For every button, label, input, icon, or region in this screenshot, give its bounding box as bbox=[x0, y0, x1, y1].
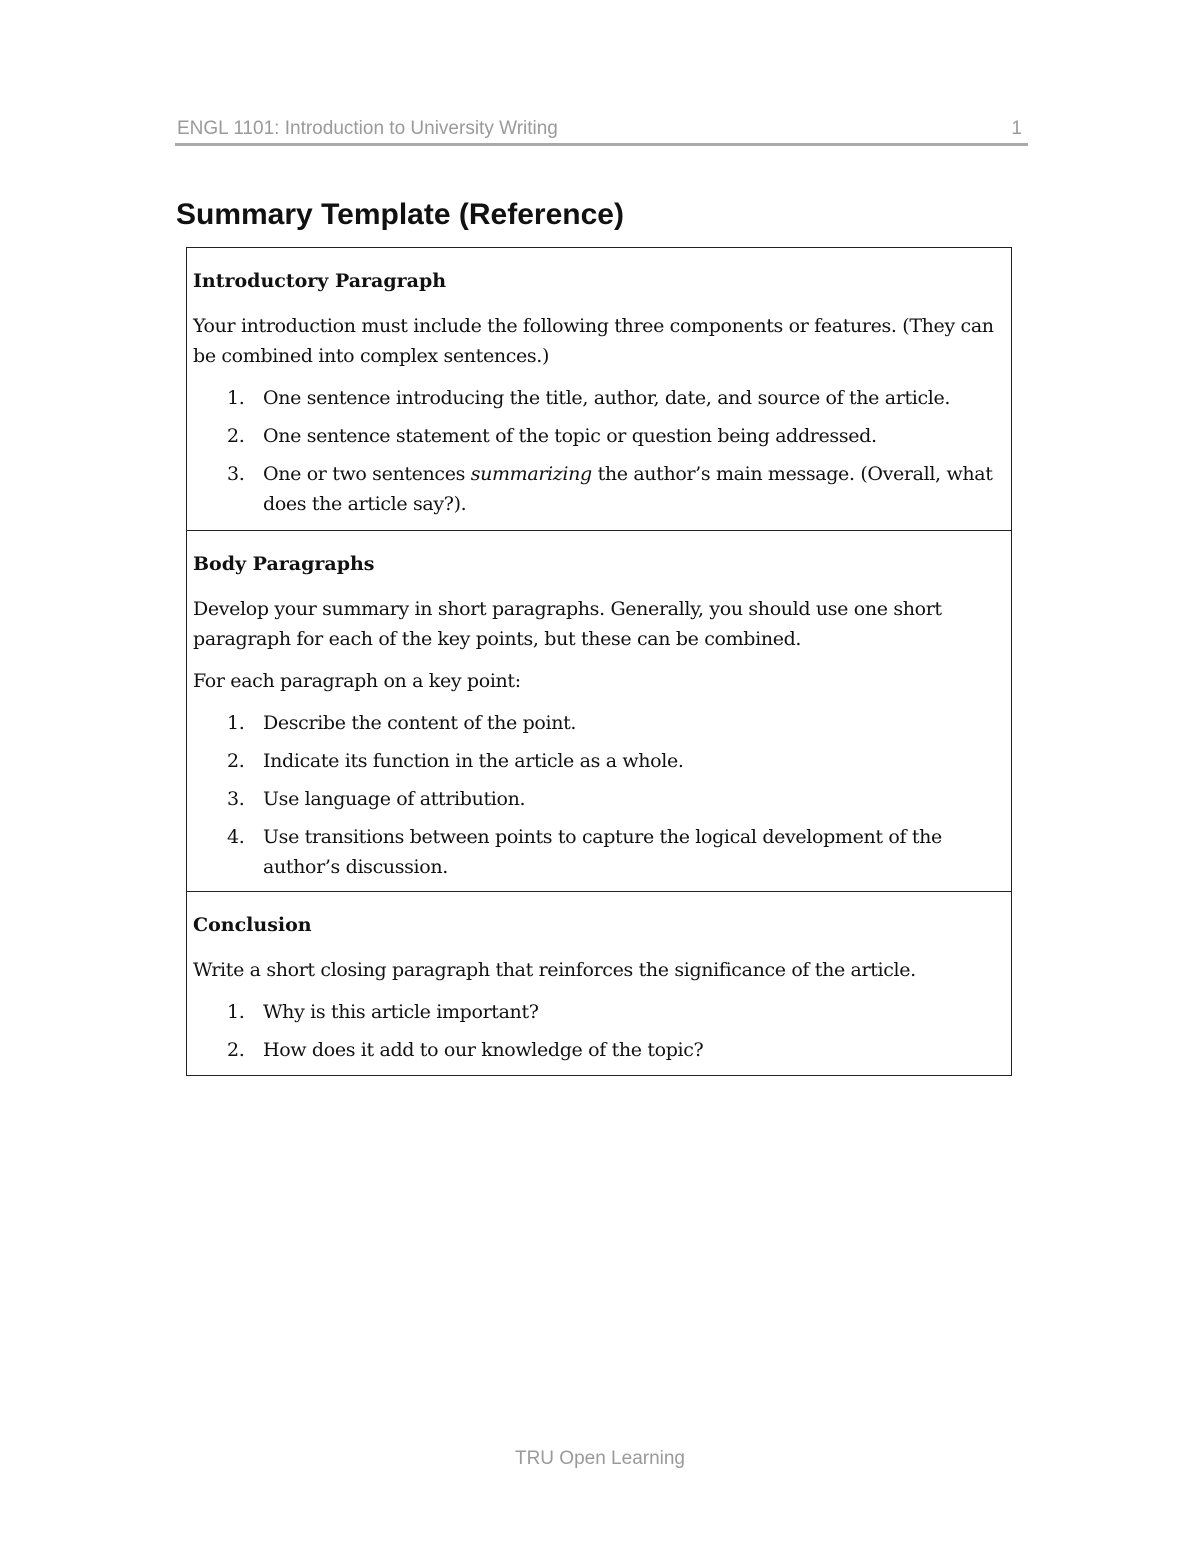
list-number: 1. bbox=[227, 1001, 245, 1023]
list-item-text-end: the author’s main message. (Overall, what does the article say?). bbox=[263, 463, 993, 515]
list-item-text: Why is this article important? bbox=[263, 1001, 539, 1023]
list-item-text: Use transitions between points to capture the logical development of the author’s discussion. bbox=[263, 826, 942, 878]
summary-template-table bbox=[186, 247, 1012, 1076]
section-paragraph: For each paragraph on a key point: bbox=[193, 670, 521, 692]
section-body-paragraphs bbox=[187, 531, 1011, 892]
section-paragraph: Develop your summary in short paragraphs. Generally, you should use one short paragraph for each of the key points, but these can be combined. bbox=[193, 598, 942, 650]
list-item bbox=[193, 784, 1003, 814]
numbered-list bbox=[193, 708, 1003, 882]
section-heading: Introductory Paragraph bbox=[193, 270, 447, 292]
list-item-text: One sentence introducing the title, author, date, and source of the article. bbox=[263, 387, 951, 409]
list-item bbox=[193, 459, 1003, 519]
list-item-text: One sentence statement of the topic or question being addressed. bbox=[263, 425, 877, 447]
list-item-text: How does it add to our knowledge of the topic? bbox=[263, 1039, 704, 1061]
document-title: Summary Template (Reference) bbox=[176, 198, 624, 231]
list-item-text: Use language of attribution. bbox=[263, 788, 526, 810]
list-item-text: Describe the content of the point. bbox=[263, 712, 577, 734]
list-item-text: Indicate its function in the article as a whole. bbox=[263, 750, 684, 772]
numbered-list bbox=[193, 997, 1003, 1065]
list-item-emphasis: summarizing bbox=[470, 463, 592, 485]
list-number: 1. bbox=[227, 387, 245, 409]
list-item bbox=[193, 1035, 1003, 1065]
list-item bbox=[193, 746, 1003, 776]
list-item bbox=[193, 997, 1003, 1027]
list-number: 4. bbox=[227, 826, 245, 848]
section-introductory-paragraph bbox=[187, 248, 1011, 531]
page-number: 1 bbox=[1011, 118, 1022, 139]
section-paragraph: Write a short closing paragraph that reinforces the significance of the article. bbox=[193, 959, 916, 981]
list-number: 2. bbox=[227, 750, 245, 772]
list-item bbox=[193, 383, 1003, 413]
course-title: ENGL 1101: Introduction to University Writing bbox=[177, 118, 558, 139]
list-item-text-start: One or two sentences bbox=[263, 463, 471, 485]
section-heading: Conclusion bbox=[193, 914, 312, 936]
page-header bbox=[175, 116, 1028, 146]
list-number: 3. bbox=[227, 463, 245, 485]
list-number: 3. bbox=[227, 788, 245, 810]
numbered-list bbox=[193, 383, 1003, 519]
list-number: 2. bbox=[227, 1039, 245, 1061]
section-paragraph: Your introduction must include the following three components or features. (They can be combined into complex sentences.) bbox=[193, 315, 994, 367]
list-item bbox=[193, 421, 1003, 451]
page-footer: TRU Open Learning bbox=[514, 1448, 686, 1469]
section-heading: Body Paragraphs bbox=[193, 553, 375, 575]
list-number: 1. bbox=[227, 712, 245, 734]
section-conclusion bbox=[187, 892, 1011, 1075]
list-item bbox=[193, 708, 1003, 738]
list-item bbox=[193, 822, 1003, 882]
list-number: 2. bbox=[227, 425, 245, 447]
